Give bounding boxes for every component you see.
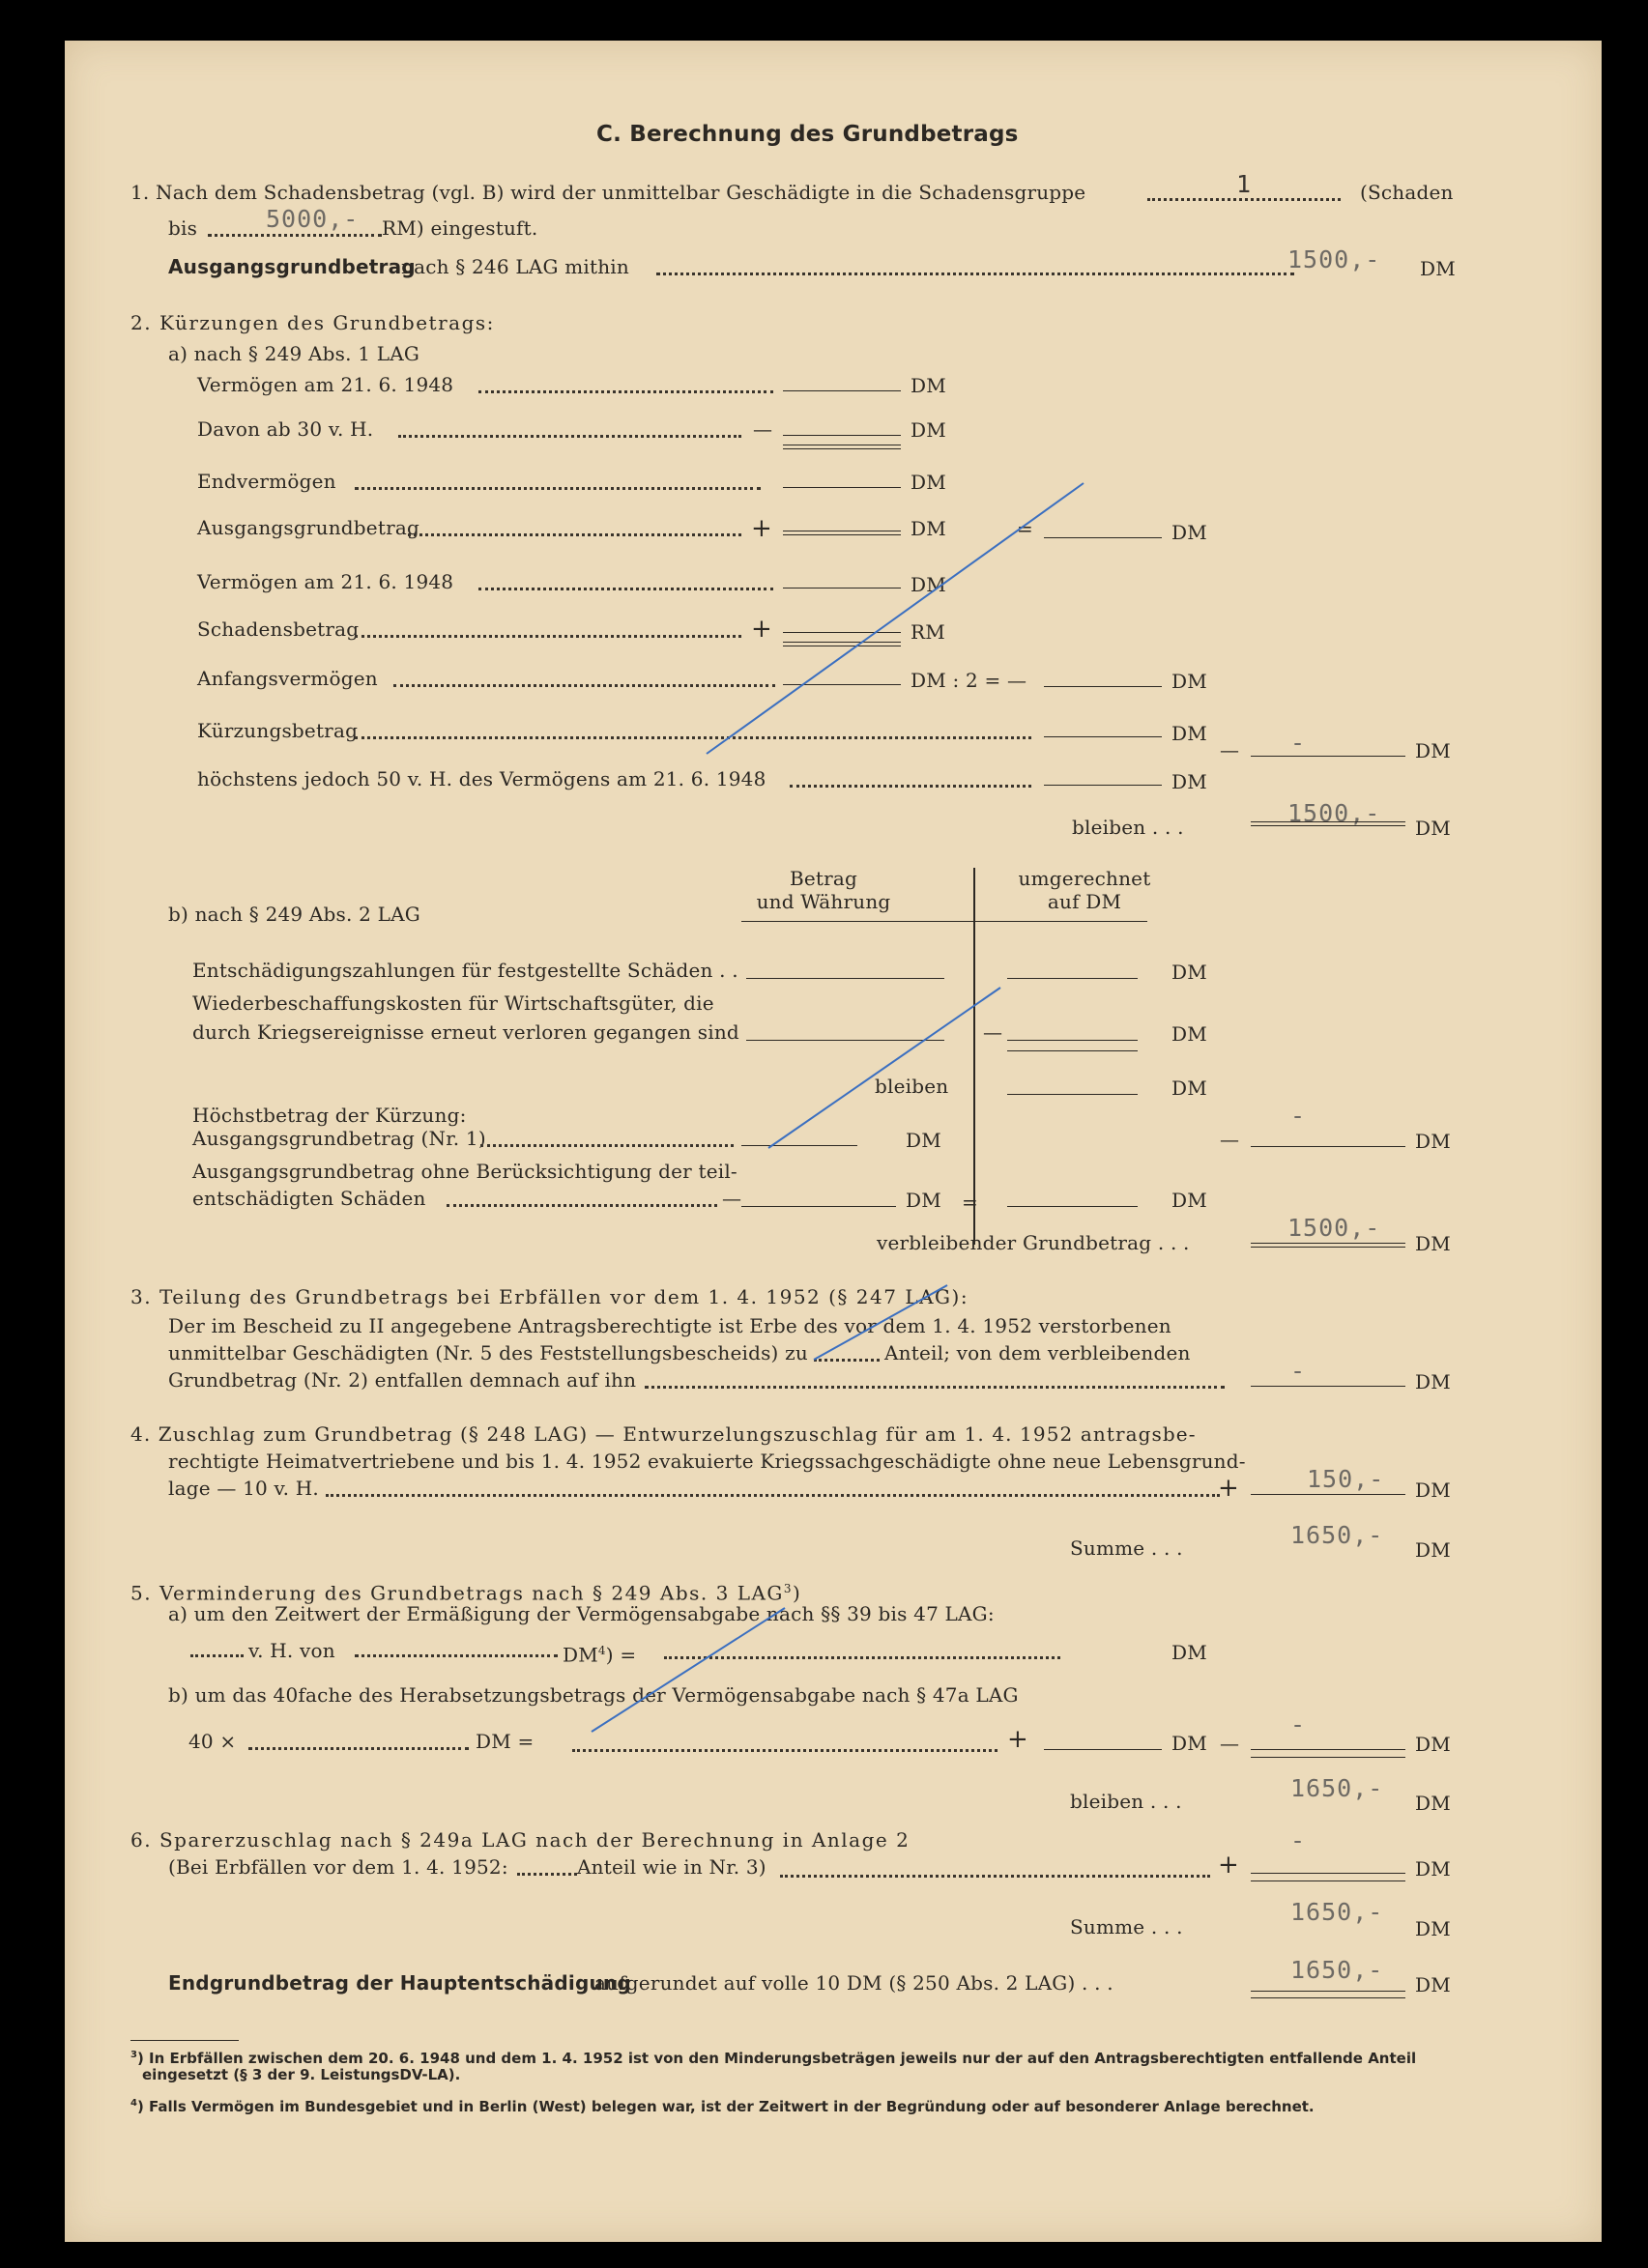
verbleibend: verbleibender Grundbetrag . . . xyxy=(877,1231,1190,1254)
row-bleiben-2b: bleiben xyxy=(875,1075,949,1098)
s3-value: - xyxy=(1290,1357,1307,1385)
pen-stroke-3 xyxy=(814,1285,947,1360)
s1-ausgang-value: 1500,- xyxy=(1287,245,1381,273)
s6-summe: Summe . . . xyxy=(1070,1915,1183,1938)
s5-bleiben: bleiben . . . xyxy=(1070,1790,1182,1813)
s6-value: - xyxy=(1290,1826,1307,1854)
s1-bis: bis xyxy=(168,216,198,240)
s5-line1: 5. Verminderung des Grundbetrags nach § 249 Abs. 3 LAG$^3$) xyxy=(130,1581,802,1605)
row-ohne1: Ausgangsgrundbetrag ohne Berücksichtigung der teil- xyxy=(192,1160,737,1183)
kuerzung-value: - xyxy=(1290,729,1307,757)
footnote-3-cont: eingesetzt (§ 3 der 9. LeistungsDV-LA). xyxy=(142,2066,461,2083)
row-endvermoegen: Endvermögen xyxy=(197,470,336,493)
s2-heading: 2. Kürzungen des Grundbetrags: xyxy=(130,311,495,334)
s5-dm-eq: DM = xyxy=(476,1730,535,1753)
s4-line3: lage — 10 v. H. xyxy=(168,1477,319,1500)
row-ausgang: Ausgangsgrundbetrag xyxy=(197,516,419,539)
s3-line4: Grundbetrag (Nr. 2) entfallen demnach auf ihn xyxy=(168,1368,637,1392)
s3-line2: Der im Bescheid zu II angegebene Antragsberechtigte ist Erbe des vor dem 1. 4. 1952 verstorbenen xyxy=(168,1314,1171,1337)
row-vermoegen2: Vermögen am 21. 6. 1948 xyxy=(197,570,454,593)
pen-stroke-5 xyxy=(592,1608,785,1732)
footnote-3: $^3$) In Erbfällen zwischen dem 20. 6. 1948 und dem 1. 4. 1952 ist von den Minderungsbeträgen jeweils nur der auf den Antragsberechtigten entfallende Anteil xyxy=(130,2050,1417,2067)
end-rest: aufgerundet auf volle 10 DM (§ 250 Abs. 2 LAG) . . . xyxy=(594,1971,1113,1995)
s3-line3b: Anteil; von dem verbleibenden xyxy=(884,1341,1191,1364)
end-value: 1650,- xyxy=(1290,1956,1384,1984)
s1-ausgang-label: Ausgangsgrundbetrag xyxy=(168,255,416,278)
s5-b: b) um das 40fache des Herabsetzungsbetrags der Vermögensabgabe nach § 47a LAG xyxy=(168,1683,1019,1707)
s4-summe: Summe . . . xyxy=(1070,1536,1183,1560)
s1-group-value: 1 xyxy=(1236,170,1253,198)
s6-summe-value: 1650,- xyxy=(1290,1898,1384,1926)
s1-line1: 1. Nach dem Schadensbetrag (vgl. B) wird der unmittelbar Geschädigte in die Schadensgruppe xyxy=(130,181,1086,204)
s6-line2a: (Bei Erbfällen vor dem 1. 4. 1952: xyxy=(168,1855,508,1879)
row-kuerzung: Kürzungsbetrag xyxy=(197,719,359,742)
s3-line3a: unmittelbar Geschädigten (Nr. 5 des Feststellungsbescheids) zu xyxy=(168,1341,808,1364)
pen-stroke-2b xyxy=(768,988,1000,1148)
pen-cancel-strokes xyxy=(65,41,1602,2242)
s1-eingestuft: RM) eingestuft. xyxy=(382,216,538,240)
s5-forty: 40 × xyxy=(188,1730,237,1753)
col1-header: Betrag und Währung xyxy=(756,867,891,913)
s5-vh: v. H. von xyxy=(248,1639,335,1662)
row-schaden: Schadensbetrag xyxy=(197,617,360,641)
bleiben-2a-value: 1500,- xyxy=(1287,799,1381,827)
s3-line1: 3. Teilung des Grundbetrags bei Erbfällen vor dem 1. 4. 1952 (§ 247 LAG): xyxy=(130,1285,969,1308)
row-vermoegen1: Vermögen am 21. 6. 1948 xyxy=(197,373,454,396)
row-anfang: Anfangsvermögen xyxy=(197,667,378,690)
col2-header: umgerechnet auf DM xyxy=(1018,867,1151,913)
row-hoechstbetrag: Höchstbetrag der Kürzung: xyxy=(192,1104,467,1127)
s1-limit-value: 5000,- xyxy=(266,205,360,233)
s4-line1: 4. Zuschlag zum Grundbetrag (§ 248 LAG) — Entwurzelungszuschlag für am 1. 4. 1952 antragsbe- xyxy=(130,1422,1197,1446)
row-davon: Davon ab 30 v. H. xyxy=(197,417,374,441)
s1-ausgang-rest: nach § 246 LAG mithin xyxy=(401,255,629,278)
s5-bleiben-value: 1650,- xyxy=(1290,1774,1384,1802)
s5-a: a) um den Zeitwert der Ermäßigung der Vermögensabgabe nach §§ 39 bis 47 LAG: xyxy=(168,1602,995,1625)
s4-summe-value: 1650,- xyxy=(1290,1521,1384,1549)
s4-value: 150,- xyxy=(1307,1465,1385,1493)
s1-schaden: (Schaden xyxy=(1360,181,1454,204)
footnote-4: $^4$) Falls Vermögen im Bundesgebiet und in Berlin (West) belegen war, ist der Zeitwert in der Begründung oder auf besonderer Anlage berechnet. xyxy=(130,2098,1315,2115)
s5-dm4: $DM^4$) = xyxy=(563,1643,637,1667)
hoechst-value: - xyxy=(1290,1102,1307,1130)
row-hoechstens: höchstens jedoch 50 v. H. des Vermögens am 21. 6. 1948 xyxy=(197,767,766,790)
form-page: C. Berechnung des Grundbetrags 1. Nach dem Schadensbetrag (vgl. B) wird der unmittelbar Geschädigte in die Schadensgruppe 1 (Schaden bis 5000,- RM) eingestuft. Ausgangsgrundbetrag nach § 246 LAG mithin 1500,- DM 2. Kürzungen des Grundbetrags: a) nach § 249 Abs. 1 LAG Vermögen am 21. 6. 1948 DM Davon ab 30 v. H. — DM Endvermögen DM Ausgangsgrundbetrag + DM = DM Vermögen am 21. 6. 1948 DM Schadensbetrag + RM Anfangsvermögen DM : 2 = — DM Kürzungsbetrag DM — - DM höchstens jedoch 50 v. H. des Vermögens am 21. 6. 1948 DM bleiben . . . 1500,- DM Betrag und Währung umgerechnet auf DM b) nach § 249 Abs. 2 LAG Entschädigungszahlungen für festgestellte Schäden . . DM Wiederbeschaffungskosten für Wirtschaftsgüter, die durch Kriegsereignisse erneut verloren gegangen sind — DM bleiben DM Höchstbetrag der Kürzung: - Ausgangsgrundbetrag (Nr. 1) DM — DM Ausgangsgrundbetrag ohne Berücksichtigung der teil- entschädigten Schäden — DM = DM verbleibender Grundbetrag . . . 1500,- DM 3. Teilung des Grundbetrags bei Erbfällen vor dem 1. 4. 1952 (§ 247 LAG): Der im Bescheid zu II angegebene Antragsberechtigte ist Erbe des vor dem 1. 4. 1952 verstorbenen unmittelbar Geschädigten (Nr. 5 des Feststellungsbescheids) zu Anteil; von dem verbleibenden Grundbetrag (Nr. 2) entfallen demnach auf ihn - DM 4. Zuschlag zum Grundbetrag (§ 248 LAG) — Entwurzelungszuschlag für am 1. 4. 1952 antragsbe- rechtigte Heimatvertriebene und bis 1. 4. 1952 evakuierte Kriegssachgeschädigte ohne neue Lebensgrund- lage — 10 v. H. + 150,- DM Summe . . . 1650,- DM 5. Verminderung des Grundbetrags nach § 249 Abs. 3 LAG$^3$) a) um den Zeitwert der Ermäßigung der Vermögensabgabe nach §§ 39 bis 47 LAG: v. H. von $DM^4$) = DM b) um das 40fache des Herabsetzungsbetrags der Vermögensabgabe nach § 47a LAG 40 × DM = + DM — - DM bleiben . . . 1650,- DM 6. Sparerzuschlag nach § 249a LAG nach der Berechnung in Anlage 2 - (Bei Erbfällen vor dem 1. 4. 1952: Anteil wie in Nr. 3) + DM Summe . . . 1650,- DM Endgrundbetrag der Hauptentschädigung aufgerundet auf volle 10 DM (§ 250 Abs. 2 LAG) . . . 1650,- DM $^3$) In Erbfällen zwischen dem 20. 6. 1948 und dem 1. 4. 1952 ist von den Minderungsbeträgen jeweils nur der auf den Antragsberechtigten entfallende Anteil eingesetzt (§ 3 der 9. LeistungsDV-LA). $^4$) Falls Vermögen im Bundesgebiet und in Berlin (West) belegen war, ist der Zeitwert in der Begründung oder auf besonderer Anlage berechnet. xyxy=(65,41,1602,2242)
row-wieder1: Wiederbeschaffungskosten für Wirtschaftsgüter, die xyxy=(192,991,714,1015)
s5-value: - xyxy=(1290,1710,1307,1738)
dm-label: DM xyxy=(1420,257,1456,280)
s6-line2b: Anteil wie in Nr. 3) xyxy=(577,1855,766,1879)
section-title: C. Berechnung des Grundbetrags xyxy=(596,122,1019,147)
s6-line1: 6. Sparerzuschlag nach § 249a LAG nach der Berechnung in Anlage 2 xyxy=(130,1828,911,1852)
row-entsch: Entschädigungszahlungen für festgestellte Schäden . . xyxy=(192,959,738,982)
s2a-heading: a) nach § 249 Abs. 1 LAG xyxy=(168,342,420,365)
bleiben-2a: bleiben . . . xyxy=(1072,816,1184,839)
verbleibend-value: 1500,- xyxy=(1287,1214,1381,1242)
row-ohne2: entschädigten Schäden xyxy=(192,1187,426,1210)
row-ausgang-nr1: Ausgangsgrundbetrag (Nr. 1) xyxy=(192,1127,486,1150)
row-wieder2: durch Kriegsereignisse erneut verloren gegangen sind xyxy=(192,1020,739,1044)
pen-stroke-2a xyxy=(707,483,1084,754)
s2b-heading: b) nach § 249 Abs. 2 LAG xyxy=(168,903,420,926)
s4-line2: rechtigte Heimatvertriebene und bis 1. 4. 1952 evakuierte Kriegssachgeschädigte ohne neue Lebensgrund- xyxy=(168,1450,1246,1473)
end-label: Endgrundbetrag der Hauptentschädigung xyxy=(168,1971,631,1995)
